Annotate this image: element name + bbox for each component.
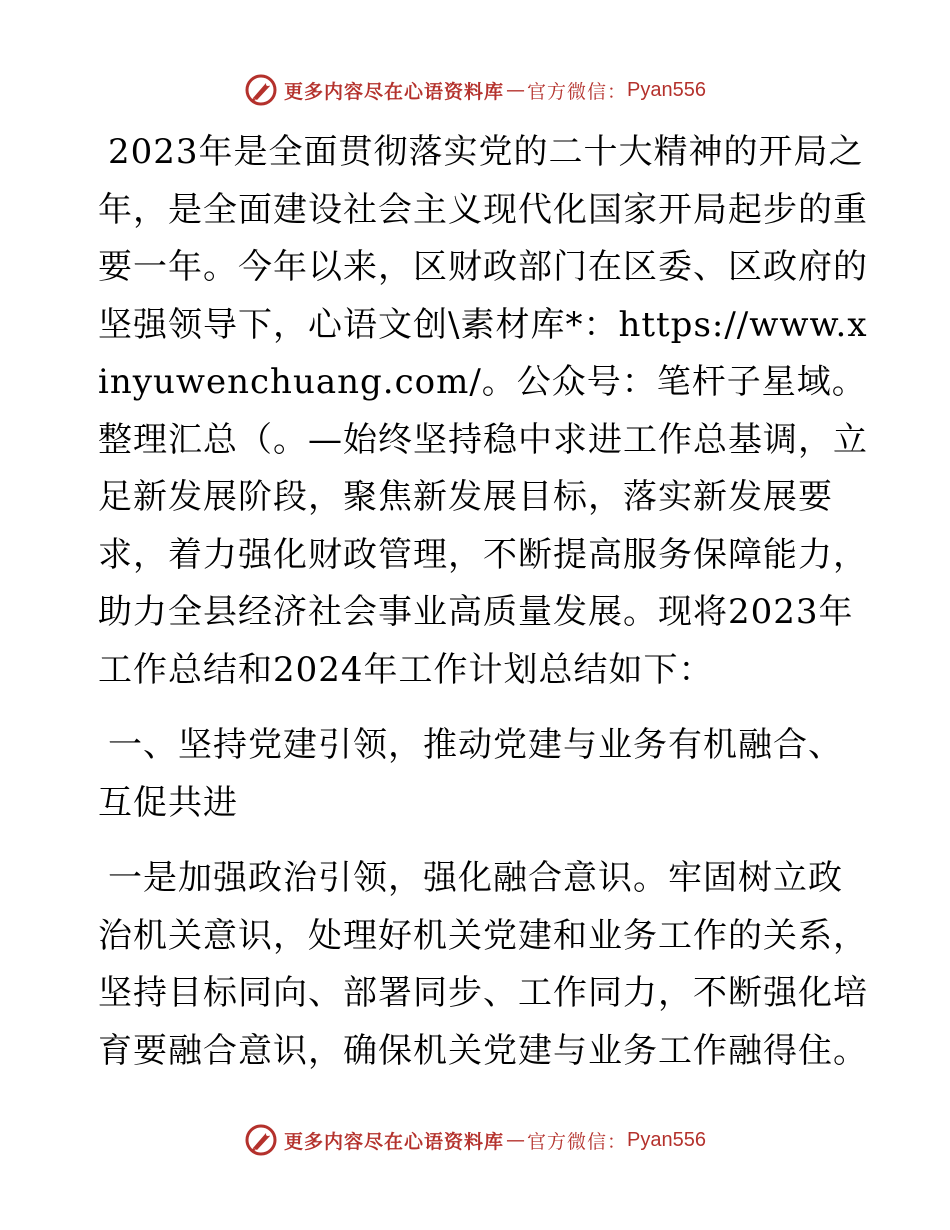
banner-wechat-label: 官方微信： <box>527 80 628 103</box>
header-watermark-banner <box>0 70 950 110</box>
banner-dash: — <box>506 1129 526 1151</box>
banner-site-text: 更多内容尽在心语资料库 <box>284 1130 505 1153</box>
footer-watermark-banner <box>0 1120 950 1160</box>
banner-wechat-id: Pyan556 <box>627 78 706 101</box>
document-body <box>98 124 868 1080</box>
paragraph-political-leadership: 一是加强政治引领，强化融合意识。牢固树立政治机关意识，处理好机关党建和业务工作的关系，坚持目标同向、部署同步、工作同力，不断强化培育要融合意识，确保机关党建与业务工作融得住。 <box>98 858 868 1071</box>
pen-logo-icon <box>244 1123 278 1157</box>
banner-wechat-id: Pyan556 <box>627 1128 706 1151</box>
banner-dash: — <box>506 79 526 101</box>
pen-logo-icon <box>244 73 278 107</box>
banner-site-text: 更多内容尽在心语资料库 <box>284 80 505 103</box>
section-heading-1: 一、坚持党建引领，推动党建与业务有机融合、互促共进 <box>98 725 843 823</box>
paragraph-intro: 2023年是全面贯彻落实党的二十大精神的开局之年，是全面建设社会主义现代化国家开局起步的重要一年。今年以来，区财政部门在区委、区政府的坚强领导下，心语文创\素材库*：https://www.xinyuwenchuang.com/。公众号：笔杆子星域。整理汇总（。—始终坚持稳中求进工作总基调，立足新发展阶段，聚焦新发展目标，落实新发展要求，着力强化财政管理，不断提高服务保障能力，助力全县经济社会事业高质量发展。现将2023年工作总结和2024年工作计划总结如下： <box>98 132 868 690</box>
banner-wechat-label: 官方微信： <box>527 1130 628 1153</box>
